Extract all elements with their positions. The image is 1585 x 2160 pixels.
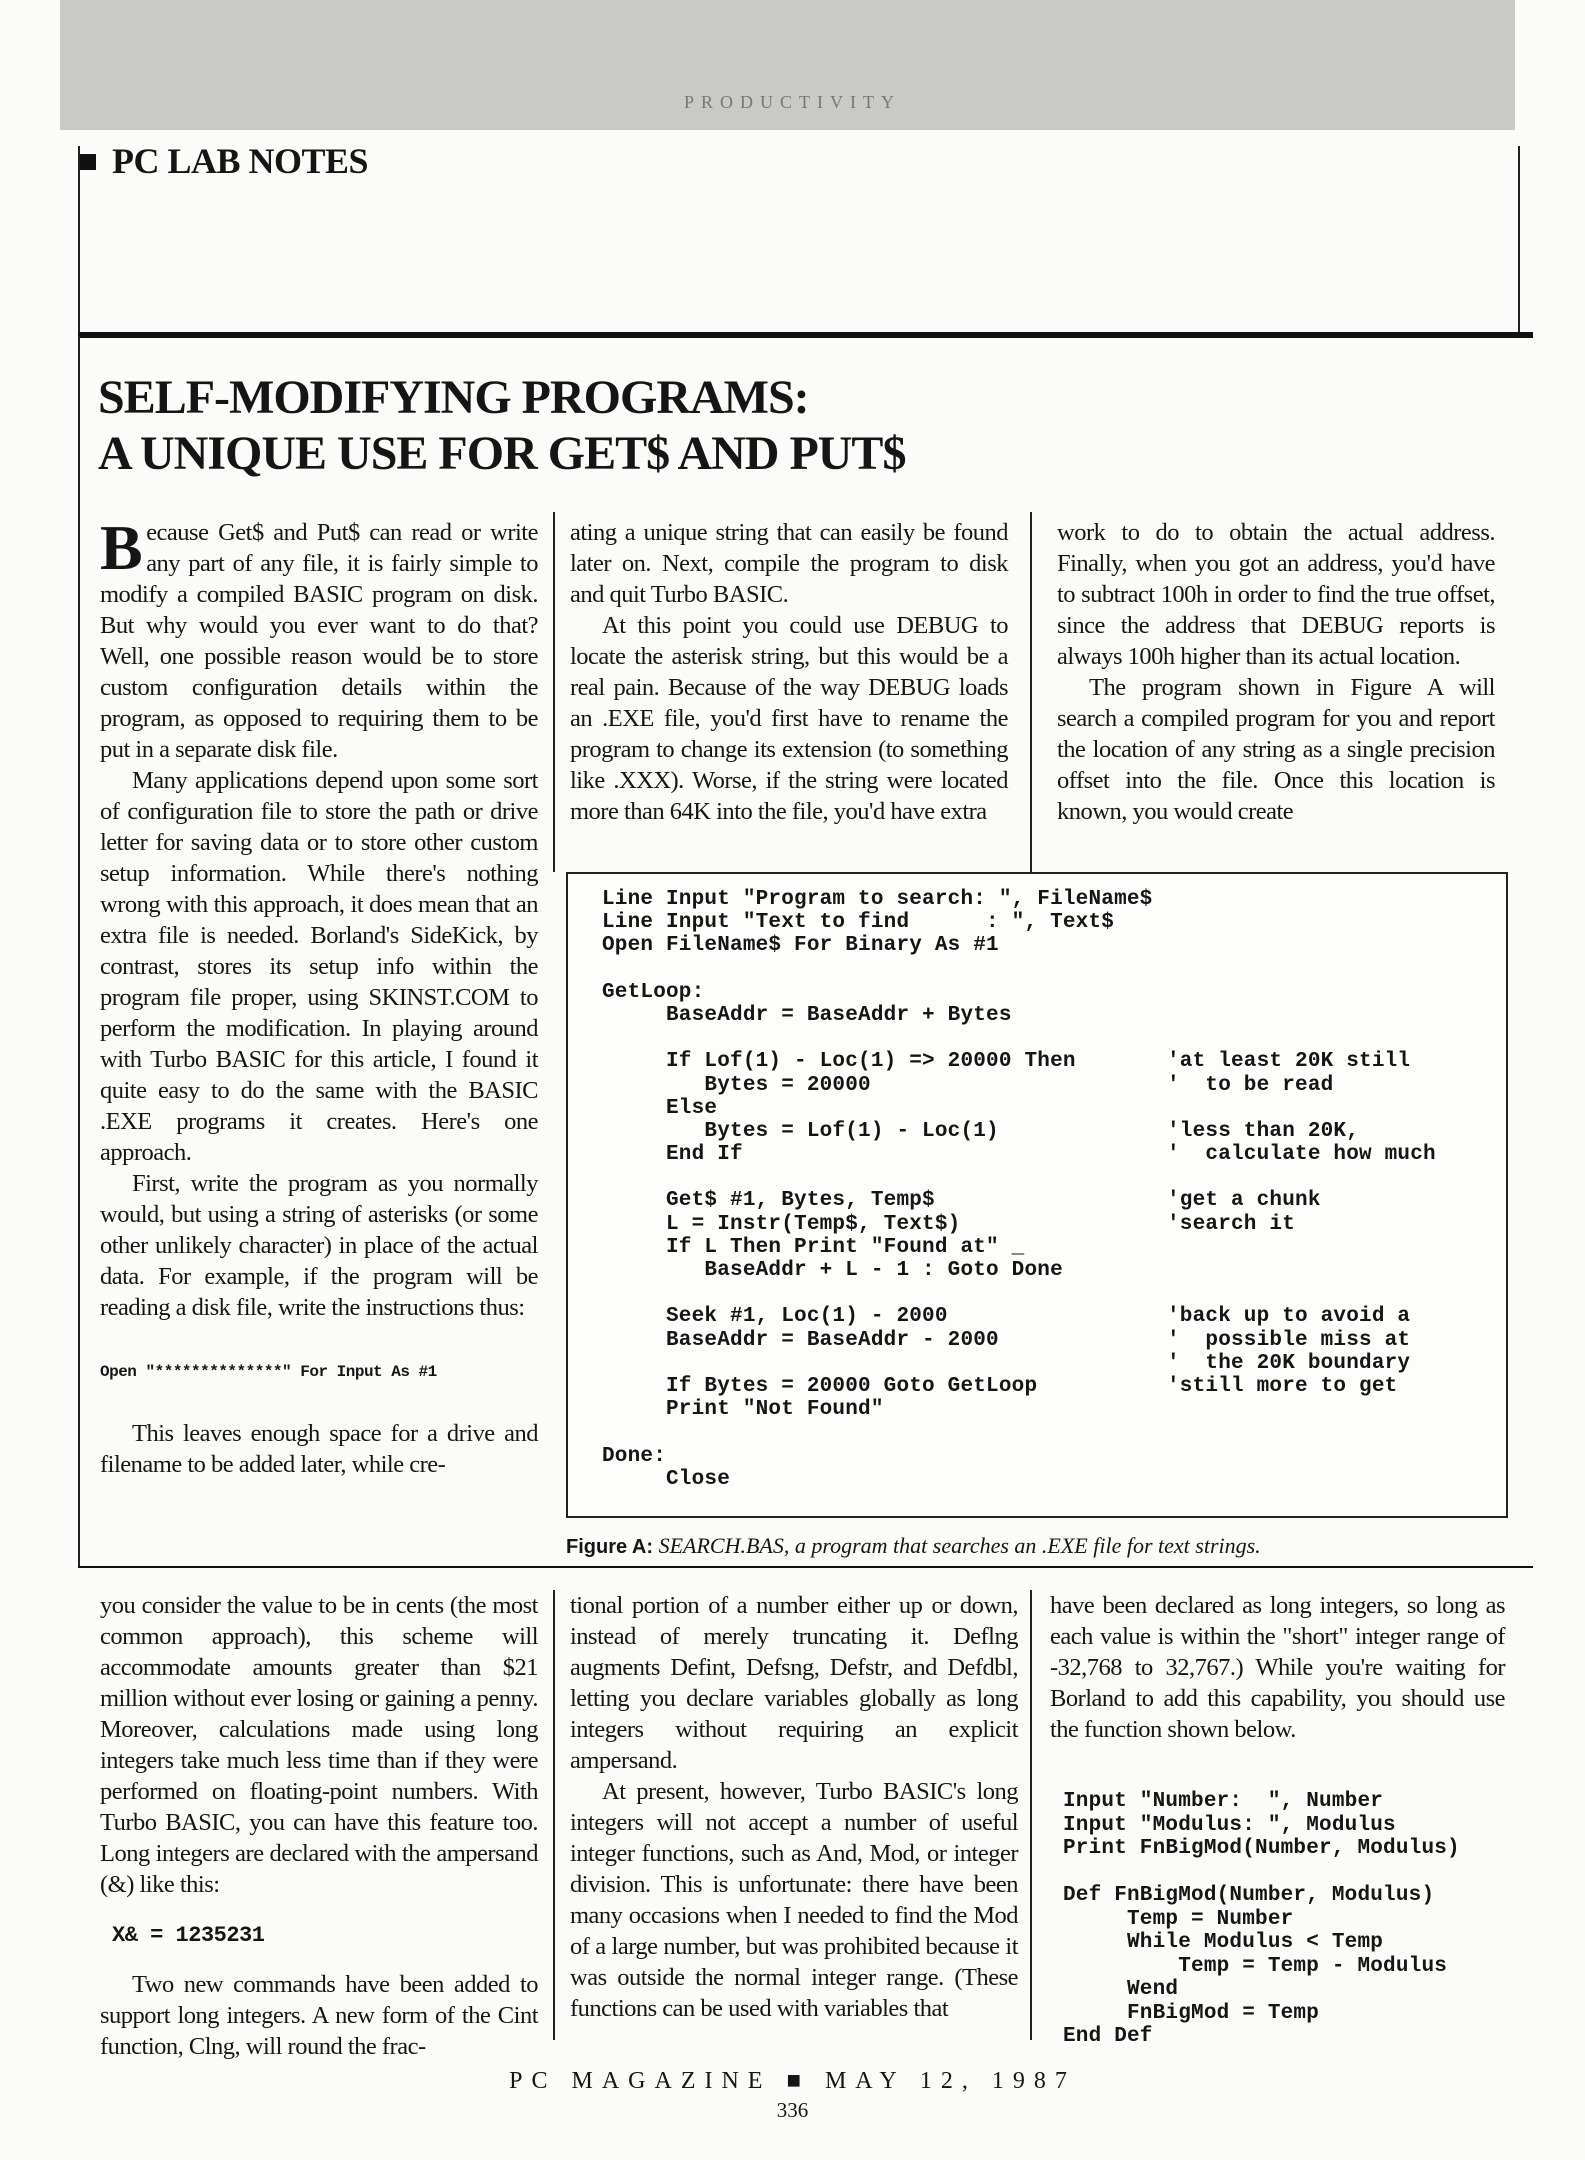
code-comment: ' possible miss at: [1167, 1328, 1411, 1352]
mid-rule: [78, 1566, 1533, 1568]
top-column-3: [1057, 517, 1495, 827]
left-rule: [78, 146, 80, 336]
top-column-2: [570, 517, 1008, 827]
section-label: PRODUCTIVITY: [684, 92, 901, 112]
figure-a-code: [602, 888, 1436, 1491]
code-line: [602, 1374, 1398, 1398]
code-text: Bytes = Lof(1) - Loc(1): [602, 1119, 999, 1143]
column-label: [80, 140, 368, 182]
footer-magazine: PC MAGAZINE ■ MAY 12, 1987: [509, 2068, 1076, 2094]
code-comment: 'get a chunk: [1167, 1189, 1321, 1213]
bottom-column-2: [570, 1590, 1018, 2024]
code-line: [602, 958, 1153, 981]
code-line: [602, 911, 1153, 934]
code-line: [602, 1328, 1411, 1352]
code-line: [602, 1259, 1153, 1282]
code-line: Def FnBigMod(Number, Modulus): [1063, 1884, 1435, 1907]
bottom-column-3: [1050, 1590, 1505, 1745]
code-text: Close: [602, 1467, 731, 1491]
code-comment: 'back up to avoid a: [1167, 1305, 1411, 1329]
paragraph: ating a unique string that can easily be found later on. Next, compile the program to disk and quit Turbo BASIC.: [570, 519, 1008, 608]
code-line: Input "Number: ", Number: [1063, 1790, 1384, 1813]
code-line: [602, 1212, 1296, 1236]
code-text: BaseAddr = BaseAddr - 2000: [602, 1328, 999, 1352]
paragraph: work to do to obtain the actual address. Finally, when you got an address, you'd have to subtract 100h in order to find the true offset, since the address that DEBUG reports is always 100h higher than its actual location.: [1057, 519, 1495, 670]
code-line: End Def: [1063, 2025, 1153, 2048]
paragraph: tional portion of a number either up or down, instead of merely truncating it. Deflng augments Defint, Defsng, Defstr, and Defdbl, letting you declare variables globally as long integers without requiring an explicit ampersand.: [570, 1592, 1018, 1774]
code-line: [602, 1468, 1153, 1491]
code-comment: 'still more to get: [1167, 1374, 1398, 1398]
bottom-column-1: [100, 1590, 538, 2062]
code-line: [602, 1119, 1360, 1143]
code-text: Bytes = 20000: [602, 1073, 871, 1097]
paragraph: At present, however, Turbo BASIC's long integers will not accept a number of useful integer functions, such as And, Mod, or integer division. This is unfortunate: there have been many occasions when I needed to find the Mod of a large number, but was prohibited because it was outside the normal integer range. (These functions can be used with variables that: [570, 1778, 1018, 2022]
paragraph: you consider the value to be in cents (the most common approach), this scheme will accommodate amounts greater than $21 million without ever losing or gaining a penny. Moreover, calculations made using long integers take much less time than if they were performed on floating-point numbers. With Turbo BASIC, you can have this feature too. Long integers are declared with the ampersand (&) like this:: [100, 1592, 538, 1898]
code-line: [602, 1097, 1153, 1120]
code-line: Wend: [1063, 1978, 1179, 2001]
paragraph: First, write the program as you normally would, but using a string of asterisks (or some other unlikely character) in place of the actual data. For example, if the program will be reading a disk file, write the instructions thus:: [100, 1170, 538, 1321]
code-line: [602, 1027, 1153, 1050]
col-divider-4: [1030, 1590, 1032, 2040]
figure-caption-text: SEARCH.BAS, a program that searches an .EXE file for text strings.: [658, 1533, 1261, 1558]
code-line: [602, 1236, 1153, 1259]
code-text: Open FileName$ For Binary As #1: [602, 934, 999, 958]
title-rule: [78, 332, 1533, 338]
dropcap: B: [100, 512, 143, 583]
paragraph: This leaves enough space for a drive and filename to be added later, while cre-: [100, 1420, 538, 1478]
right-rule: [1518, 146, 1520, 336]
code-text: BaseAddr = BaseAddr + Bytes: [602, 1003, 1012, 1027]
paragraph: have been declared as long integers, so long as each value is within the "short" integer range of -32,768 to 32,767.) While you're waiting for Borland to add this capability, you should use the function shown below.: [1050, 1592, 1505, 1743]
paragraph: Two new commands have been added to support long integers. A new form of the Cint function, Clng, will round the frac-: [100, 1971, 538, 2060]
paragraph: ecause Get$ and Put$ can read or write any part of any file, it is fairly simple to modify a compiled BASIC program on disk. But why would you ever want to do that? Well, one possible reason would be to store custom configuration details within the program, as opposed to requiring them to be put in a separate disk file.: [100, 519, 538, 763]
inline-code: X& = 1235231: [112, 1923, 265, 1948]
code-line: [602, 1050, 1411, 1074]
code-line: Input "Modulus: ", Modulus: [1063, 1813, 1396, 1837]
col-divider-2: [1030, 512, 1032, 872]
code-text: If Lof(1) - Loc(1) => 20000 Then: [602, 1050, 1076, 1074]
figure-caption-label: Figure A:: [566, 1536, 654, 1558]
code-comment: 'less than 20K,: [1167, 1119, 1360, 1143]
code-line: [1063, 1861, 1460, 1885]
code-text: If L Then Print "Found at" _: [602, 1235, 1025, 1259]
title-line-1: SELF-MODIFYING PROGRAMS:: [98, 371, 809, 424]
code-text: GetLoop:: [602, 980, 705, 1004]
code-line: [602, 888, 1153, 911]
code-line: [602, 1166, 1153, 1189]
code-comment: 'search it: [1167, 1212, 1296, 1236]
page-number: 336: [776, 2098, 809, 2122]
frame-left-rule: [78, 336, 80, 1568]
code-text: If Bytes = 20000 Goto GetLoop: [602, 1374, 1038, 1398]
code-comment: ' to be read: [1167, 1073, 1334, 1097]
code-line: [602, 1004, 1153, 1027]
paragraph: The program shown in Figure A will search a compiled program for you and report the location of any string as a single precision offset into the file. Once this location is known, you would create: [1057, 674, 1495, 825]
column-label-text: PC LAB NOTES: [112, 141, 369, 181]
title-line-2: A UNIQUE USE FOR GET$ AND PUT$: [98, 427, 906, 480]
code-line: [602, 1073, 1334, 1097]
code-text: Seek #1, Loc(1) - 2000: [602, 1305, 948, 1329]
code-text: Print "Not Found": [602, 1398, 884, 1422]
bullet-square-icon: [80, 154, 96, 170]
paragraph: Many applications depend upon some sort of configuration file to store the path or drive letter for saving data or to store other custom setup information. While there's nothing wrong with this approach, it does mean that an extra file is needed. Borland's SideKick, by contrast, stores its setup info within the program file proper, using SKINST.COM to perform the modification. In playing around with Turbo BASIC for this article, I found it quite easy to do the same with the BASIC .EXE programs it creates. Here's one approach.: [100, 767, 538, 1166]
code-line: [602, 1189, 1321, 1213]
code-line: [602, 1445, 1153, 1468]
inline-code: Open "**************" For Input As #1: [100, 1363, 437, 1381]
code-line: [602, 1305, 1411, 1329]
code-line: Temp = Temp - Modulus: [1063, 1954, 1448, 1978]
code-line: [602, 1398, 1153, 1421]
col-divider-3: [553, 1590, 555, 2040]
code-text: Else: [602, 1096, 718, 1120]
fnbigmod-code: [1063, 1790, 1460, 2049]
top-column-1: [100, 512, 538, 1480]
code-line: [602, 1351, 1411, 1375]
code-text: End If: [602, 1143, 743, 1167]
code-comment: ' calculate how much: [1167, 1143, 1436, 1167]
code-line: [602, 981, 1153, 1004]
code-text: Done:: [602, 1444, 667, 1468]
code-line: Print FnBigMod(Number, Modulus): [1063, 1837, 1460, 1860]
code-text: Line Input "Program to search: ", FileName$: [602, 888, 1153, 911]
code-line: [602, 1282, 1153, 1305]
code-line: While Modulus < Temp: [1063, 1931, 1384, 1954]
code-comment: ' the 20K boundary: [1167, 1351, 1411, 1375]
code-line: [602, 934, 1153, 957]
code-text: Line Input "Text to find : ", Text$: [602, 911, 1115, 935]
code-text: BaseAddr + L - 1 : Goto Done: [602, 1259, 1063, 1282]
code-comment: 'at least 20K still: [1167, 1050, 1411, 1074]
paragraph: At this point you could use DEBUG to locate the asterisk string, but this would be a real pain. Because of the way DEBUG loads an .EXE file, you'd first have to rename the program to change its extension (to something like .XXX). Worse, if the string were located more than 64K into the file, you'd have extra: [570, 612, 1008, 825]
code-text: L = Instr(Temp$, Text$): [602, 1212, 961, 1236]
code-text: Get$ #1, Bytes, Temp$: [602, 1189, 935, 1213]
code-line: [602, 1421, 1153, 1444]
col-divider-1: [553, 512, 555, 872]
article-title: [98, 370, 905, 482]
code-line: Temp = Number: [1063, 1907, 1294, 1931]
code-line: [602, 1143, 1436, 1167]
code-line: FnBigMod = Temp: [1063, 2001, 1320, 2025]
figure-caption: [566, 1533, 1261, 1559]
